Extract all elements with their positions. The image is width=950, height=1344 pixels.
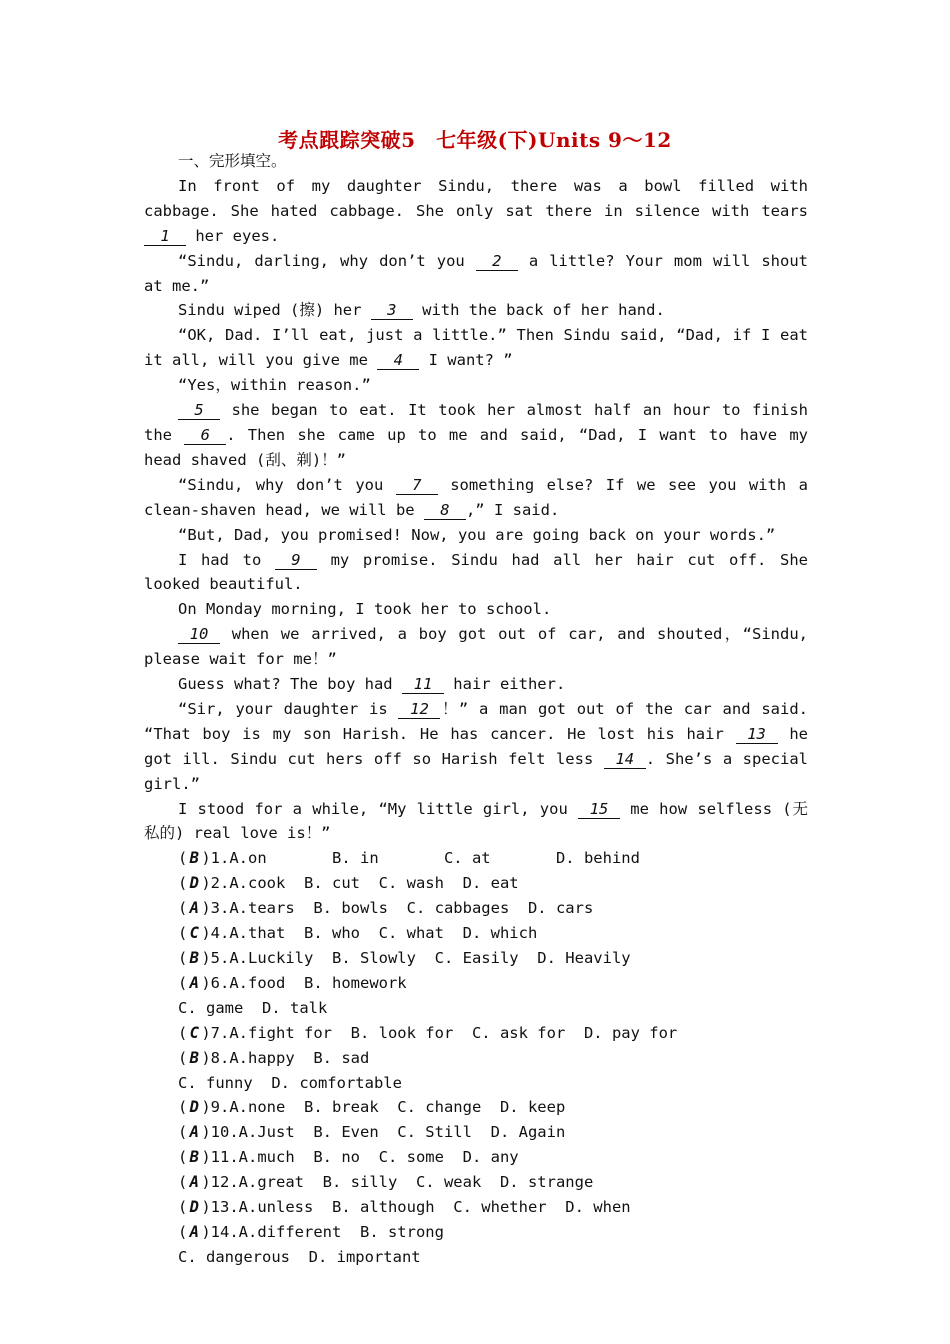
question-options: )12.A.great B. silly C. weak D. strange [201, 1173, 594, 1192]
blank-number: 13 [736, 725, 778, 744]
passage-paragraph: “Yes，within reason.” [178, 376, 371, 395]
blank-number: 2 [476, 252, 518, 271]
blank-number: 12 [398, 700, 440, 719]
answer-letter: A [189, 1222, 200, 1241]
question-options: )4.A.that B. who C. what D. which [201, 924, 538, 943]
question-options: )8.A.happy B. sad [201, 1048, 370, 1067]
blank-number: 6 [184, 426, 226, 445]
passage-paragraph: “But, Dad, you promised! Now, you are going back on your words.” [178, 525, 776, 544]
question-options: )5.A.Luckily B. Slowly C. Easily D. Heavily [201, 949, 631, 967]
blank-number: 1 [144, 227, 186, 246]
passage-paragraph: “Sindu, why don’t you 7 something else? If we see you with a clean-shaven head, we will be 8 ,” I said. [144, 475, 808, 519]
question-item: ( A )6.A.food B. homework [144, 971, 808, 996]
question-item: ( B )8.A.happy B. sad [144, 1046, 808, 1071]
question-options: )7.A.fight for B. look for C. ask for D. pay for [201, 1023, 678, 1042]
question-options-continued: C. dangerous D. important [178, 1247, 421, 1266]
question-item: ( C )7.A.fight for B. look for C. ask for D. pay for [144, 1021, 808, 1046]
passage-paragraph: 5 she began to eat. It took her almost half an hour to finish the 6 . Then she came up to me and said, “Dad, I want to have my head shaved (刮、剃)！” [144, 401, 809, 469]
passage-paragraph: Guess what? The boy had 11 hair either. [178, 675, 566, 694]
answer-letter: D [189, 1198, 200, 1217]
answer-letter: D [189, 874, 200, 893]
question-item: ( B )1.A.on B. in C. at D. behind [144, 846, 808, 871]
blank-number: 3 [371, 301, 413, 320]
question-item: ( A )14.A.different B. strong [144, 1220, 808, 1245]
answer-letter: A [189, 1123, 200, 1142]
blank-number: 7 [396, 476, 438, 495]
cloze-passage [144, 174, 808, 846]
document-body [144, 149, 808, 1270]
answer-letter: C [189, 924, 200, 943]
question-options-continued: C. game D. talk [178, 998, 328, 1017]
question-item: ( A )12.A.great B. silly C. weak D. strange [144, 1170, 808, 1195]
blank-number: 5 [178, 401, 220, 420]
question-list [144, 846, 808, 1269]
blank-number: 4 [377, 351, 419, 370]
question-item: ( D )2.A.cook B. cut C. wash D. eat [144, 871, 808, 896]
question-item: ( B )5.A.Luckily B. Slowly C. Easily D. Heavily [144, 946, 808, 971]
blank-number: 8 [424, 501, 466, 520]
answer-letter: B [189, 949, 200, 967]
answer-letter: A [189, 973, 200, 992]
passage-paragraph: In front of my daughter Sindu, there was a bowl filled with cabbage. She hated cabbage. She only sat there in silence with tears 1 her eyes. [144, 176, 808, 245]
question-options: )9.A.none B. break C. change D. keep [201, 1098, 566, 1117]
question-item: ( D )9.A.none B. break C. change D. keep [144, 1095, 808, 1120]
passage-paragraph: On Monday morning, I took her to school. [178, 600, 552, 619]
question-options: )13.A.unless B. although C. whether D. when [201, 1198, 631, 1217]
blank-number: 9 [275, 551, 317, 570]
answer-letter: C [189, 1023, 200, 1042]
question-options: )10.A.Just B. Even C. Still D. Again [201, 1123, 566, 1142]
question-options: )1.A.on B. in C. at D. behind [201, 849, 640, 868]
question-options: )2.A.cook B. cut C. wash D. eat [201, 874, 519, 893]
answer-letter: B [189, 849, 200, 868]
passage-paragraph: Sindu wiped (擦) her 3 with the back of her hand. [178, 301, 665, 320]
question-item: ( A )3.A.tears B. bowls C. cabbages D. cars [144, 896, 808, 921]
passage-paragraph: “Sindu, darling, why don’t you 2 a little? Your mom will shout at me.” [144, 251, 808, 295]
blank-number: 14 [604, 750, 646, 769]
question-options-continued: C. funny D. comfortable [178, 1073, 402, 1092]
passage-paragraph: I stood for a while, “My little girl, you 15 me how selfless (无私的) real love is！” [144, 799, 808, 843]
blank-number: 10 [178, 625, 220, 644]
answer-letter: B [189, 1048, 200, 1067]
answer-letter: D [189, 1098, 200, 1117]
question-options: )11.A.much B. no C. some D. any [201, 1148, 519, 1167]
section-heading: 一、完形填空。 [178, 152, 287, 170]
passage-paragraph: 10 when we arrived, a boy got out of car, and shouted，“Sindu, please wait for me！” [144, 625, 808, 669]
question-item: ( C )4.A.that B. who C. what D. which [144, 921, 808, 946]
question-item: ( A )10.A.Just B. Even C. Still D. Again [144, 1120, 808, 1145]
passage-paragraph: “Sir, your daughter is 12 ！” a man got out of the car and said. “That boy is my son Harish. He has cancer. He lost his hair 13 he got ill. Sindu cut hers off so Harish felt less 14 . She’s a special girl.” [144, 699, 808, 793]
question-item: ( D )13.A.unless B. although C. whether D. when [144, 1195, 808, 1220]
passage-paragraph: “OK, Dad. I’ll eat, just a little.” Then Sindu said, “Dad, if I eat it all, will you give me 4 I want? ” [144, 326, 808, 370]
question-item: ( B )11.A.much B. no C. some D. any [144, 1145, 808, 1170]
answer-letter: A [189, 1173, 200, 1192]
blank-number: 11 [402, 675, 444, 694]
page-title: 考点跟踪突破5 七年级(下)Units 9～12 [278, 128, 672, 152]
blank-number: 15 [578, 800, 620, 819]
question-options: )14.A.different B. strong [201, 1222, 444, 1241]
answer-letter: B [189, 1148, 200, 1167]
answer-letter: A [189, 899, 200, 918]
question-options: )6.A.food B. homework [201, 973, 407, 992]
passage-paragraph: I had to 9 my promise. Sindu had all her hair cut off. She looked beautiful. [144, 550, 808, 594]
question-options: )3.A.tears B. bowls C. cabbages D. cars [201, 899, 594, 918]
